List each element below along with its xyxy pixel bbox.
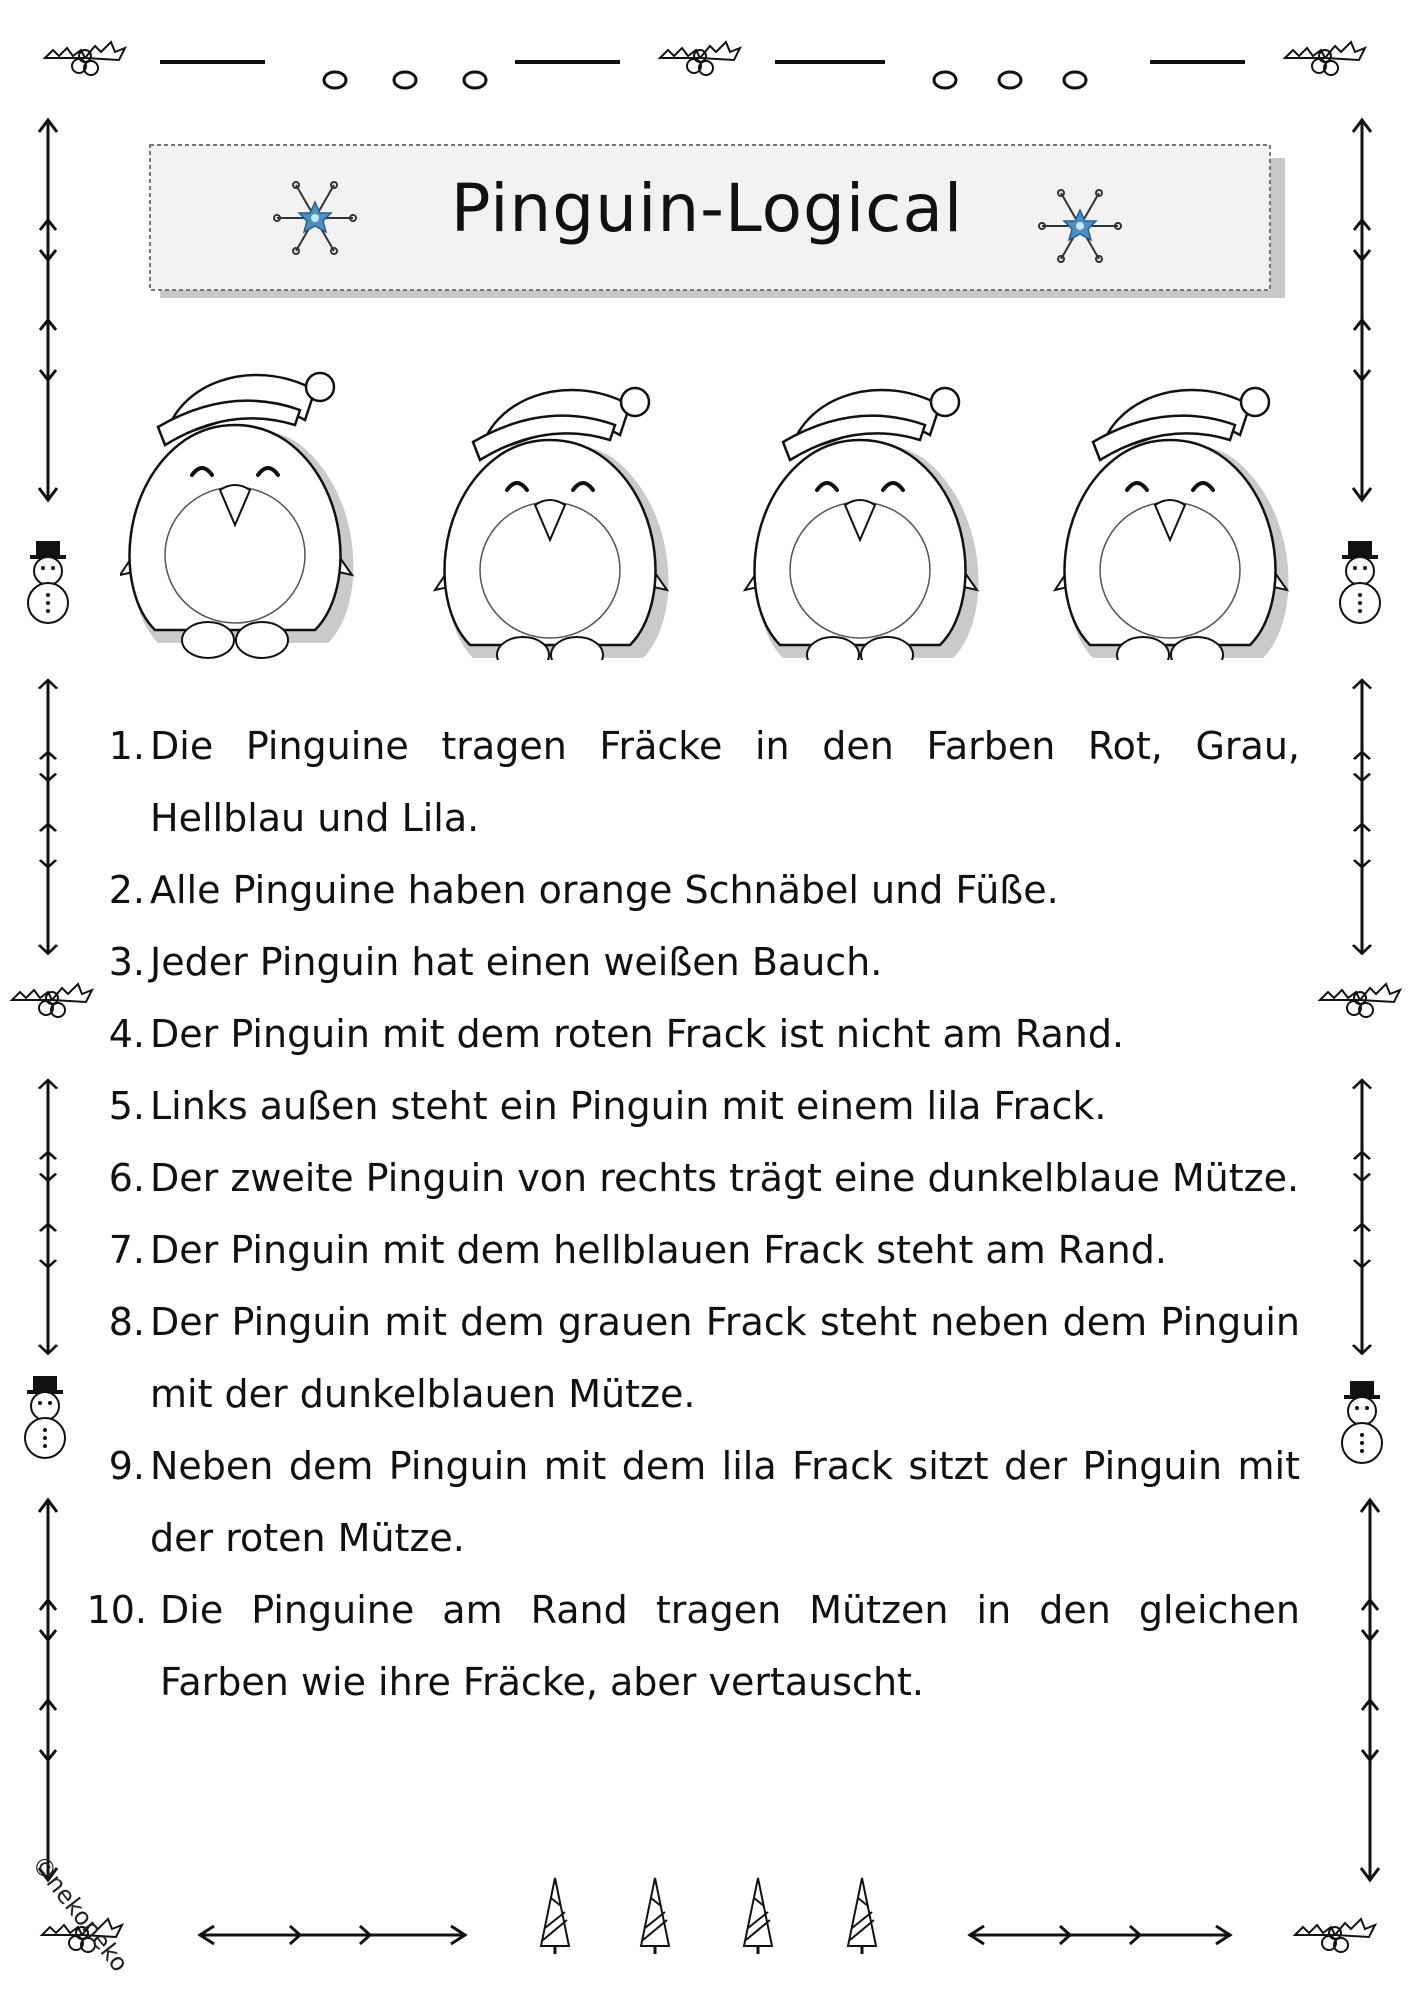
rule-number: 5. [108,1084,145,1128]
rule-text: Neben dem Pinguin mit dem lila Frack sitzt der Pinguin mit der roten Mütze. [150,1444,1300,1560]
rule-item [95,854,1300,926]
rule-number: 1. [108,724,145,768]
rule-item [95,710,1300,854]
rules-list [86,710,1300,1718]
rule-item [86,1574,1300,1718]
page-title: Pinguin-Logical [450,170,964,247]
rule-item [95,1214,1300,1286]
penguin-1 [120,373,353,658]
rule-number: 8. [108,1300,145,1344]
rule-text: Die Pinguine am Rand tragen Mützen in den gleichen Farben wie ihre Fräcke, aber vertauscht. [160,1588,1300,1704]
rule-text: Der zweite Pinguin von rechts trägt eine dunkelblaue Mütze. [150,1156,1300,1200]
rule-text: Alle Pinguine haben orange Schnäbel und Füße. [150,868,1059,912]
rule-text: Der Pinguin mit dem grauen Frack steht neben dem Pinguin mit der dunkelblauen Mütze. [150,1300,1300,1416]
rule-number: 9. [108,1444,145,1488]
penguin-3 [745,388,978,660]
rule-item [95,1142,1300,1214]
rule-number: 2. [108,868,145,912]
rule-text: Links außen steht ein Pinguin mit einem lila Frack. [150,1084,1107,1128]
rule-item [95,998,1300,1070]
rule-number: 7. [108,1228,145,1272]
penguin-illustrations [120,360,1310,660]
rule-item [95,926,1300,998]
rule-text: Der Pinguin mit dem roten Frack ist nicht am Rand. [150,1012,1125,1056]
rule-number: 10. [86,1588,147,1632]
rule-text: Jeder Pinguin hat einen weißen Bauch. [150,940,883,984]
penguin-2 [435,388,668,660]
copyright-notice: ©nekoneko [25,1850,134,1978]
rule-text: Die Pinguine tragen Fräcke in den Farben Rot, Grau, Hellblau und Lila. [150,724,1300,840]
rule-text: Der Pinguin mit dem hellblauen Frack steht am Rand. [150,1228,1167,1272]
rule-number: 4. [108,1012,145,1056]
penguin-4 [1055,388,1288,660]
rule-number: 3. [108,940,145,984]
rule-number: 6. [108,1156,145,1200]
rule-item [95,1070,1300,1142]
rule-item [95,1286,1300,1430]
rule-item [95,1430,1300,1574]
